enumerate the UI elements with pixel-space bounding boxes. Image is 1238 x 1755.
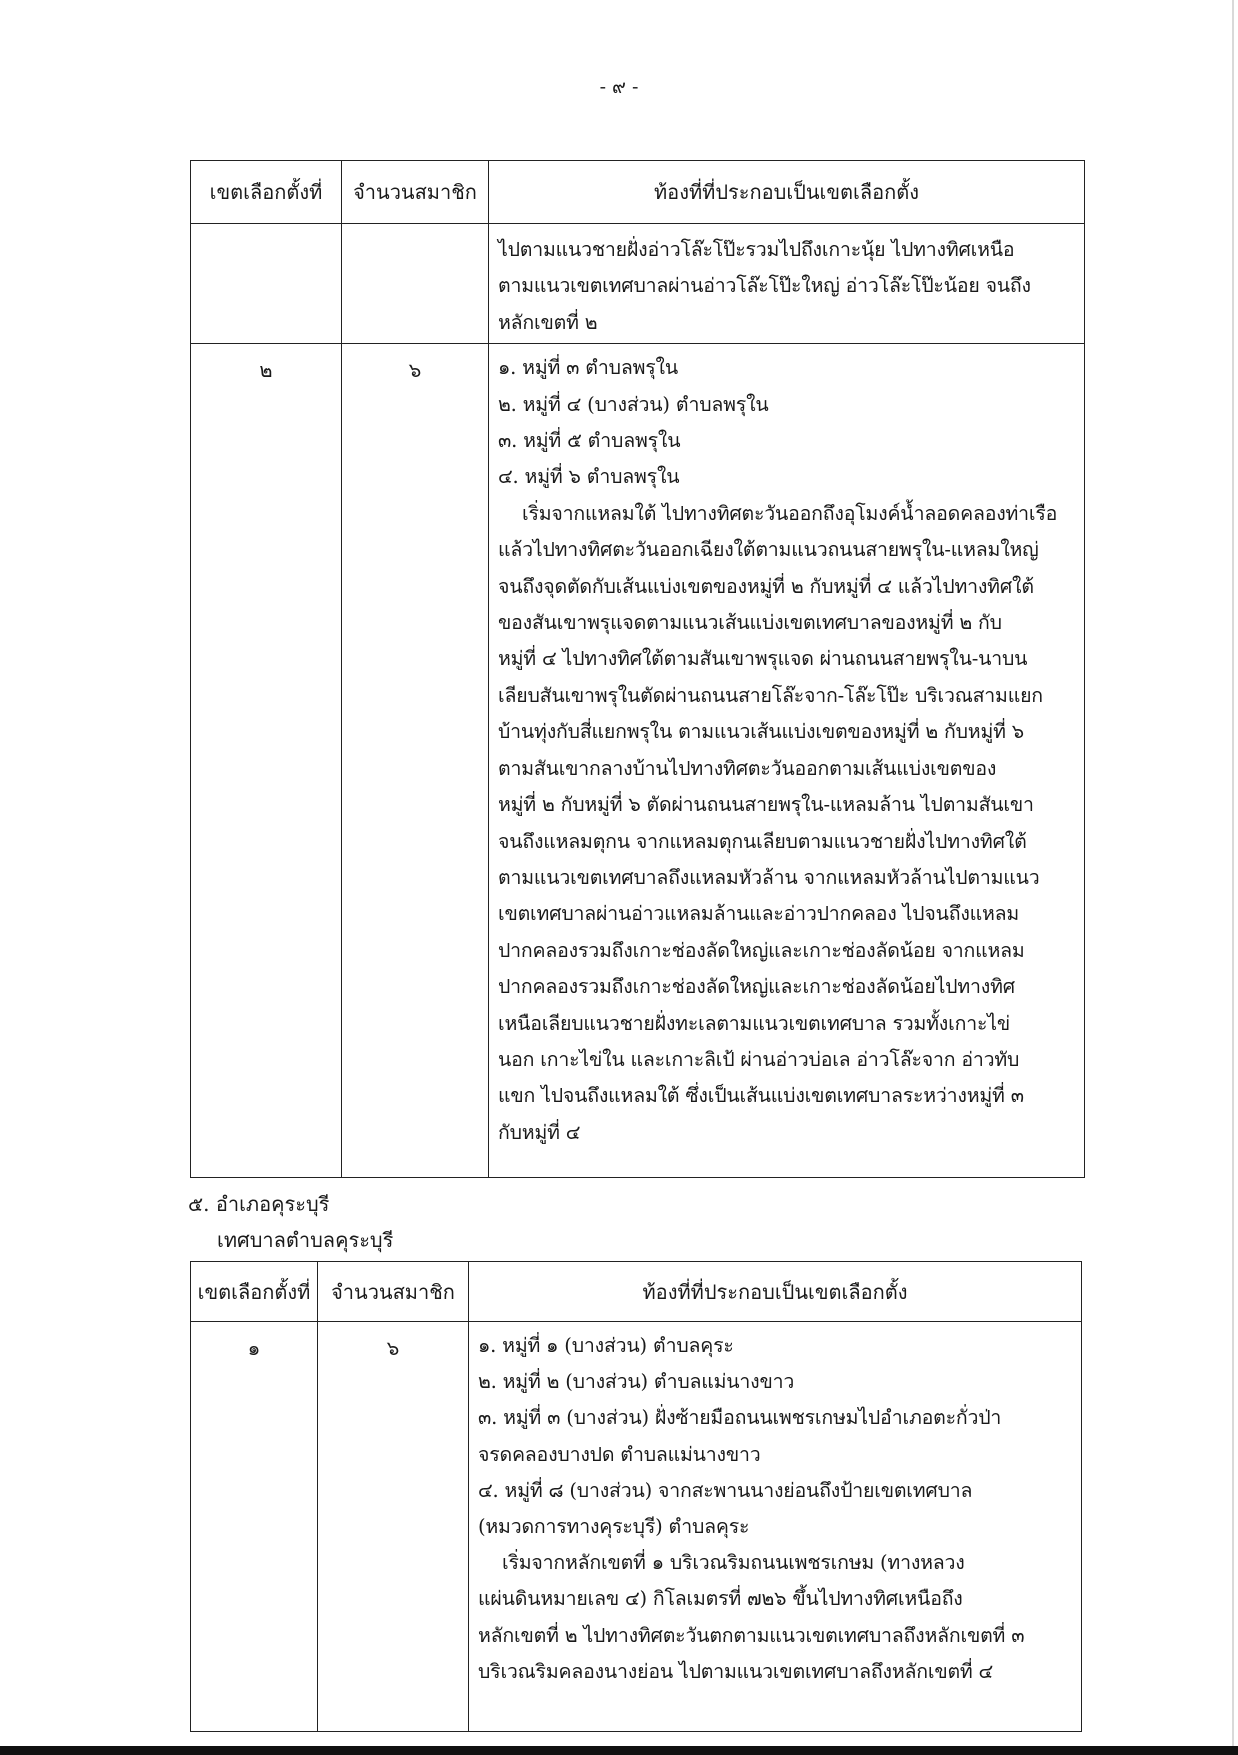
- page-number: - ๙ -: [599, 76, 639, 98]
- area-line: หมู่ที่ ๒ กับหมู่ที่ ๖ ตัดผ่านถนนสายพรุใน-แหลมล้าน ไปตามสันเขา: [498, 793, 1034, 817]
- municipality-heading: เทศบาลตำบลคุระบุรี: [217, 1228, 394, 1252]
- area-line: ของสันเขาพรุแจดตามแนวเส้นแบ่งเขตเทศบาลของหมู่ที่ ๒ กับ: [498, 611, 1002, 635]
- area-line: เลียบสันเขาพรุในตัดผ่านถนนสายโล๊ะจาก-โล๊ะโป๊ะ บริเวณสามแยก: [498, 683, 1043, 707]
- area-cell: [489, 344, 1085, 1178]
- header-members: จำนวนสมาชิก: [318, 1262, 469, 1322]
- header-members: จำนวนสมาชิก: [342, 161, 489, 224]
- table-header-row: [191, 161, 1085, 224]
- area-line: ไปตามแนวชายฝั่งอ่าวโล๊ะโป๊ะรวมไปถึงเกาะนุ้ย ไปทางทิศเหนือ: [498, 238, 1015, 261]
- header-zone: เขตเลือกตั้งที่: [191, 1262, 318, 1322]
- area-line: บ้านทุ่งกับสี่แยกพรุใน ตามแนวเส้นแบ่งเขตของหมู่ที่ ๒ กับหมู่ที่ ๖: [498, 720, 1024, 744]
- members-cell: ๖: [318, 1322, 469, 1732]
- area-line: ๑. หมู่ที่ ๓ ตำบลพรุใน: [498, 356, 678, 380]
- page-edge-shadow: [1232, 0, 1234, 1746]
- area-line: หลักเขตที่ ๒ ไปทางทิศตะวันตกตามแนวเขตเทศบาลถึงหลักเขตที่ ๓: [478, 1623, 1025, 1647]
- area-line: เขตเทศบาลผ่านอ่าวแหลมล้านและอ่าวปากคลอง ไปจนถึงแหลม: [498, 902, 1020, 926]
- area-line: ๒. หมู่ที่ ๒ (บางส่วน) ตำบลแม่นางขาว: [478, 1370, 795, 1394]
- area-line: นอก เกาะไข่ใน และเกาะลิเป้ ผ่านอ่าวบ่อเล อ่าวโล๊ะจาก อ่าวทับ: [498, 1047, 1020, 1071]
- area-line: เริ่มจากหลักเขตที่ ๑ บริเวณริมถนนเพชรเกษม (ทางหลวง: [478, 1551, 965, 1575]
- area-line: แขก ไปจนถึงแหลมใต้ ซึ่งเป็นเส้นแบ่งเขตเทศบาลระหว่างหมู่ที่ ๓: [498, 1084, 1024, 1108]
- members-cell: ๖: [342, 344, 489, 1178]
- area-cell: [469, 1322, 1082, 1732]
- header-area: ท้องที่ที่ประกอบเป็นเขตเลือกตั้ง: [469, 1262, 1082, 1322]
- area-line: ปากคลองรวมถึงเกาะช่องลัดใหญ่และเกาะช่องลัดน้อยไปทางทิศ: [498, 975, 1015, 999]
- electoral-zone-table-2: [190, 1261, 1082, 1732]
- area-line: กับหมู่ที่ ๔: [498, 1120, 581, 1144]
- area-line: ปากคลองรวมถึงเกาะช่องลัดใหญ่และเกาะช่องลัดน้อย จากแหลม: [498, 938, 1025, 962]
- area-line: ๒. หมู่ที่ ๔ (บางส่วน) ตำบลพรุใน: [498, 392, 769, 416]
- area-line: ๑. หมู่ที่ ๑ (บางส่วน) ตำบลคุระ: [478, 1334, 734, 1357]
- area-line: เริ่มจากแหลมใต้ ไปทางทิศตะวันออกถึงอุโมงค์น้ำลอดคลองท่าเรือ: [498, 501, 1058, 525]
- members-cell: [342, 224, 489, 344]
- scan-bottom-border: [0, 1746, 1238, 1755]
- area-line: บริเวณริมคลองนางย่อน ไปตามแนวเขตเทศบาลถึงหลักเขตที่ ๔: [478, 1659, 994, 1683]
- area-line: จนถึงจุดตัดกับเส้นแบ่งเขตของหมู่ที่ ๒ กับหมู่ที่ ๔ แล้วไปทางทิศใต้: [498, 574, 1034, 598]
- area-line: แล้วไปทางทิศตะวันออกเฉียงใต้ตามแนวถนนสายพรุใน-แหลมใหญ่: [498, 538, 1039, 562]
- area-line: ๔. หมู่ที่ ๘ (บางส่วน) จากสะพานนางย่อนถึงป้ายเขตเทศบาล: [478, 1478, 973, 1502]
- area-line: เหนือเลียบแนวชายฝั่งทะเลตามแนวเขตเทศบาล รวมทั้งเกาะไข่: [498, 1011, 1010, 1035]
- table-row: [191, 344, 1085, 1178]
- area-line: จรดคลองบางปด ตำบลแม่นางขาว: [478, 1442, 761, 1466]
- header-zone: เขตเลือกตั้งที่: [191, 161, 342, 224]
- area-cell: [489, 224, 1085, 344]
- table-row: [191, 1322, 1082, 1732]
- area-line: ตามสันเขากลางบ้านไปทางทิศตะวันออกตามเส้นแบ่งเขตของ: [498, 756, 997, 780]
- electoral-zone-table-1: [190, 160, 1085, 1178]
- area-line: ตามแนวเขตเทศบาลถึงแหลมหัวล้าน จากแหลมหัวล้านไปตามแนว: [498, 865, 1040, 889]
- zone-cell: [191, 224, 342, 344]
- zone-cell: ๒: [191, 344, 342, 1178]
- district-heading: ๕. อำเภอคุระบุรี: [188, 1192, 330, 1216]
- table-header-row: [191, 1262, 1082, 1322]
- area-line: ๔. หมู่ที่ ๖ ตำบลพรุใน: [498, 465, 680, 489]
- area-line: แผ่นดินหมายเลข ๔) กิโลเมตรที่ ๗๒๖ ขึ้นไปทางทิศเหนือถึง: [478, 1587, 963, 1611]
- area-line: ๓. หมู่ที่ ๓ (บางส่วน) ฝั่งซ้ายมือถนนเพชรเกษมไปอำเภอตะกั่วป่า: [478, 1406, 1002, 1430]
- zone-cell: ๑: [191, 1322, 318, 1732]
- header-area: ท้องที่ที่ประกอบเป็นเขตเลือกตั้ง: [489, 161, 1085, 224]
- table-row: [191, 224, 1085, 344]
- area-line: ตามแนวเขตเทศบาลผ่านอ่าวโล๊ะโป๊ะใหญ่ อ่าวโล๊ะโป๊ะน้อย จนถึง: [498, 274, 1031, 298]
- area-line: หมู่ที่ ๔ ไปทางทิศใต้ตามสันเขาพรุแจด ผ่านถนนสายพรุใน-นาบน: [498, 647, 1028, 671]
- area-line: จนถึงแหลมตุกน จากแหลมตุกนเลียบตามแนวชายฝั่งไปทางทิศใต้: [498, 829, 1027, 853]
- area-line: หลักเขตที่ ๒: [498, 310, 598, 334]
- area-line: ๓. หมู่ที่ ๕ ตำบลพรุใน: [498, 429, 681, 453]
- area-line: (หมวดการทางคุระบุรี) ตำบลคุระ: [478, 1515, 750, 1539]
